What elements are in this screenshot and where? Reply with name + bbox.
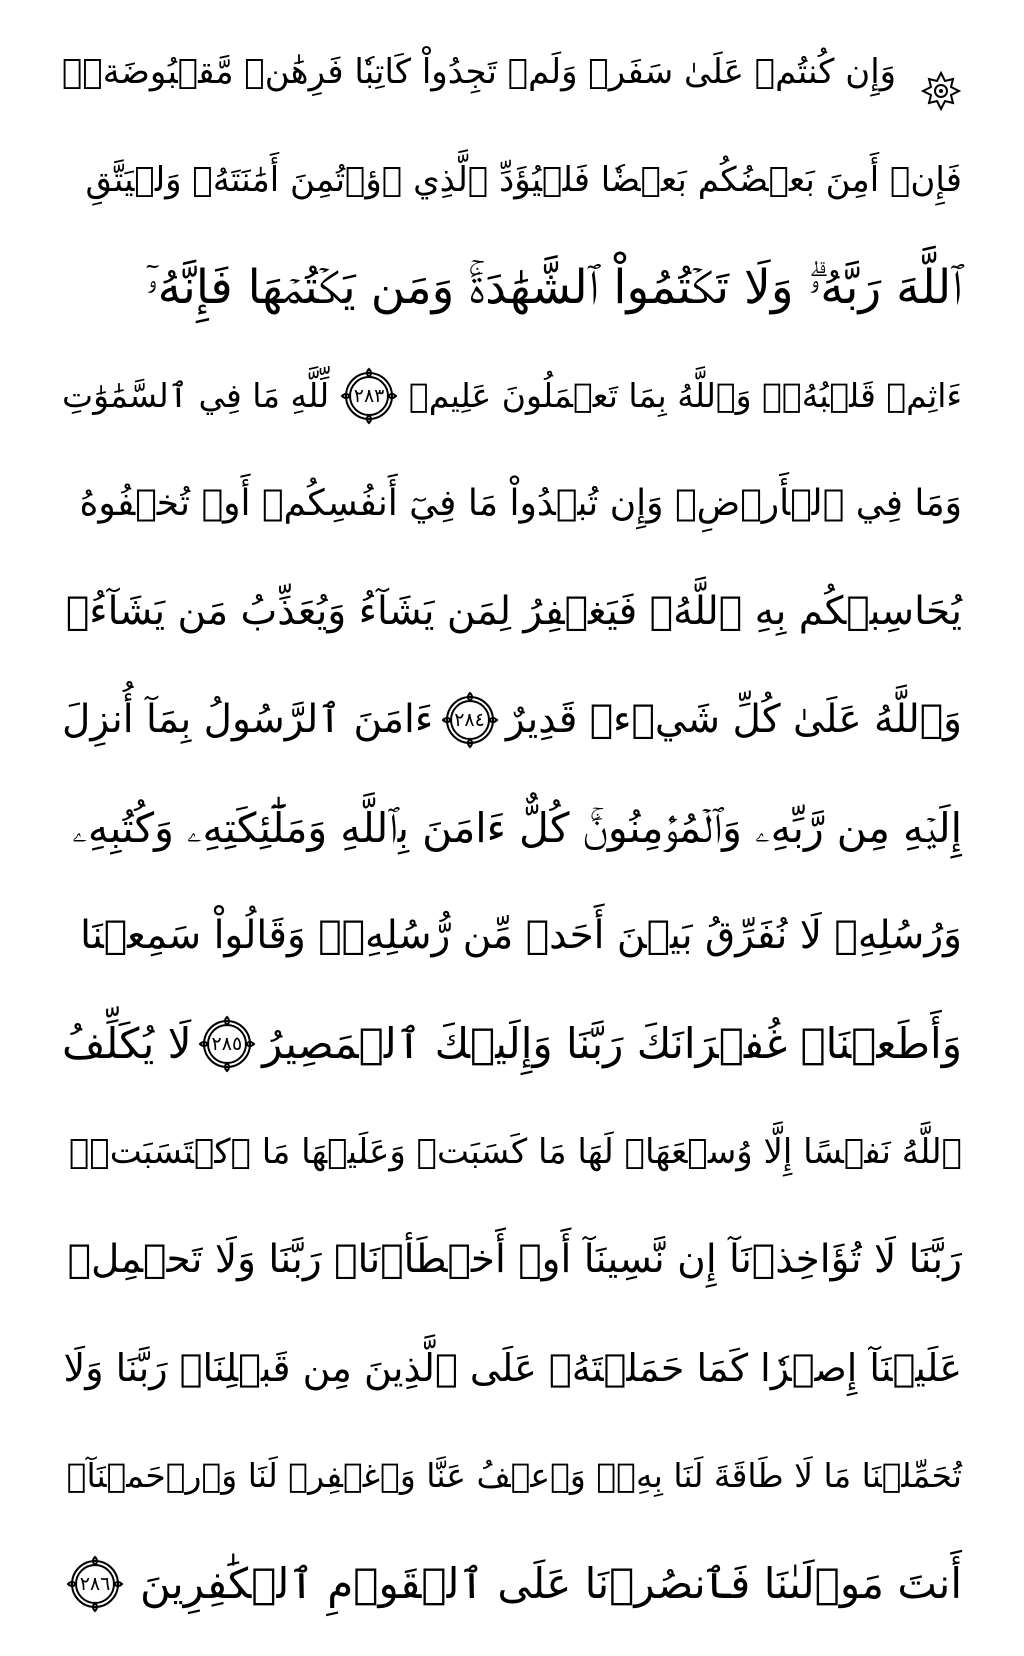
text-line — [62, 238, 962, 338]
ayah-number-marker — [66, 1555, 124, 1613]
text-line — [62, 1534, 962, 1634]
ayah-number: ٢٨٣ — [353, 385, 385, 407]
text-line — [62, 22, 962, 122]
ayah-number-marker — [198, 1015, 256, 1073]
ayah-number: ٢٨٤ — [454, 709, 485, 731]
hizb-marker-icon — [920, 51, 962, 93]
line-text: وَمَا فِي ٱلۡأَرۡضِۗ وَإِن تُبۡدُواْ مَا فِيٓ أَنفُسِكُمۡ أَوۡ تُخۡفُوهُ — [79, 483, 962, 524]
text-line — [62, 1318, 962, 1418]
line-text: وَرُسُلِهِۦ لَا نُفَرِّقُ بَيۡنَ أَحَدٖ مِّن رُّسُلِهِۦۚ وَقَالُواْ سَمِعۡنَا — [80, 913, 962, 958]
line-text: رَبَّنَا لَا تُؤَاخِذۡنَآ إِن نَّسِينَآ أَوۡ أَخۡطَأۡنَاۚ رَبَّنَا وَلَا تَحۡمِلۡ — [67, 1237, 962, 1282]
ayah-number-marker — [340, 367, 398, 425]
line-text: فَإِنۡ أَمِنَ بَعۡضُكُم بَعۡضٗا فَلۡيُؤَدِّ ٱلَّذِي ٱؤۡتُمِنَ أَمَٰنَتَهُۥ وَلۡيَتَّقِ — [85, 160, 962, 200]
ayah-number-marker — [441, 691, 499, 749]
text-line — [62, 778, 962, 878]
text-line — [62, 346, 962, 446]
line-text: تُحَمِّلۡنَا مَا لَا طَاقَةَ لَنَا بِهِۦۖ وَٱعۡفُ عَنَّا وَٱغۡفِرۡ لَنَا وَٱرۡحَمۡنَآۚ — [66, 1456, 962, 1495]
text-line — [62, 994, 962, 1094]
line-text: يُحَاسِبۡكُم بِهِ ٱللَّهُۖ فَيَغۡفِرُ لِمَن يَشَآءُ وَيُعَذِّبُ مَن يَشَآءُۗ — [65, 589, 962, 634]
text-line — [62, 562, 962, 662]
line-text: لِّلَّهِ مَا فِي ٱلسَّمَٰوَٰتِ — [62, 376, 330, 415]
text-line — [62, 130, 962, 230]
line-text: لَا يُكَلِّفُ — [62, 1019, 192, 1068]
line-text: وَأَطَعۡنَاۖ غُفۡرَانَكَ رَبَّنَا وَإِلَيۡكَ ٱلۡمَصِيرُ — [262, 1019, 962, 1068]
line-text: عَلَيۡنَآ إِصۡرٗا كَمَا حَمَلۡتَهُۥ عَلَى ٱلَّذِينَ مِن قَبۡلِنَاۚ رَبَّنَا وَلَا — [63, 1346, 962, 1390]
text-line — [62, 670, 962, 770]
ayah-number: ٢٨٥ — [211, 1033, 243, 1055]
text-line — [62, 886, 962, 986]
line-text: ٱللَّهُ نَفۡسًا إِلَّا وُسۡعَهَاۚ لَهَا مَا كَسَبَتۡ وَعَلَيۡهَا مَا ٱكۡتَسَبَتۡۗ — [68, 1132, 962, 1172]
line-text: وَإِن كُنتُمۡ عَلَىٰ سَفَرٖ وَلَمۡ تَجِدُواْ كَاتِبٗا فَرِهَٰنٞ مَّقۡبُوضَةٞۖ — [62, 52, 897, 92]
line-text: أَنتَ مَوۡلَىٰنَا فَٱنصُرۡنَا عَلَى ٱلۡقَوۡمِ ٱلۡكَٰفِرِينَ — [140, 1559, 962, 1608]
line-text: وَٱللَّهُ عَلَىٰ كُلِّ شَيۡءٖ قَدِيرٌ — [505, 697, 962, 742]
text-line — [62, 1426, 962, 1526]
line-text: ٱللَّهَ رَبَّهُۥۗ وَلَا تَكۡتُمُواْ ٱلشَّهَٰدَةَۚ وَمَن يَكۡتُمۡهَا فَإِنَّهُۥٓ — [145, 260, 962, 315]
line-text: ءَاثِمٞ قَلۡبُهُۥۗ وَٱللَّهُ بِمَا تَعۡمَلُونَ عَلِيمٞ — [408, 376, 962, 415]
ayah-number: ٢٨٦ — [79, 1573, 111, 1595]
quran-page — [62, 22, 962, 1634]
line-text: ءَامَنَ ٱلرَّسُولُ بِمَآ أُنزِلَ — [62, 697, 434, 742]
text-line — [62, 454, 962, 554]
line-text: إِلَيۡهِ مِن رَّبِّهِۦ وَٱلۡمُؤۡمِنُونَۚ كُلٌّ ءَامَنَ بِٱللَّهِ وَمَلَٰٓئِكَتِهِۦ وَكُتُبِهِۦ — [72, 804, 962, 852]
text-line — [62, 1102, 962, 1202]
text-line — [62, 1210, 962, 1310]
